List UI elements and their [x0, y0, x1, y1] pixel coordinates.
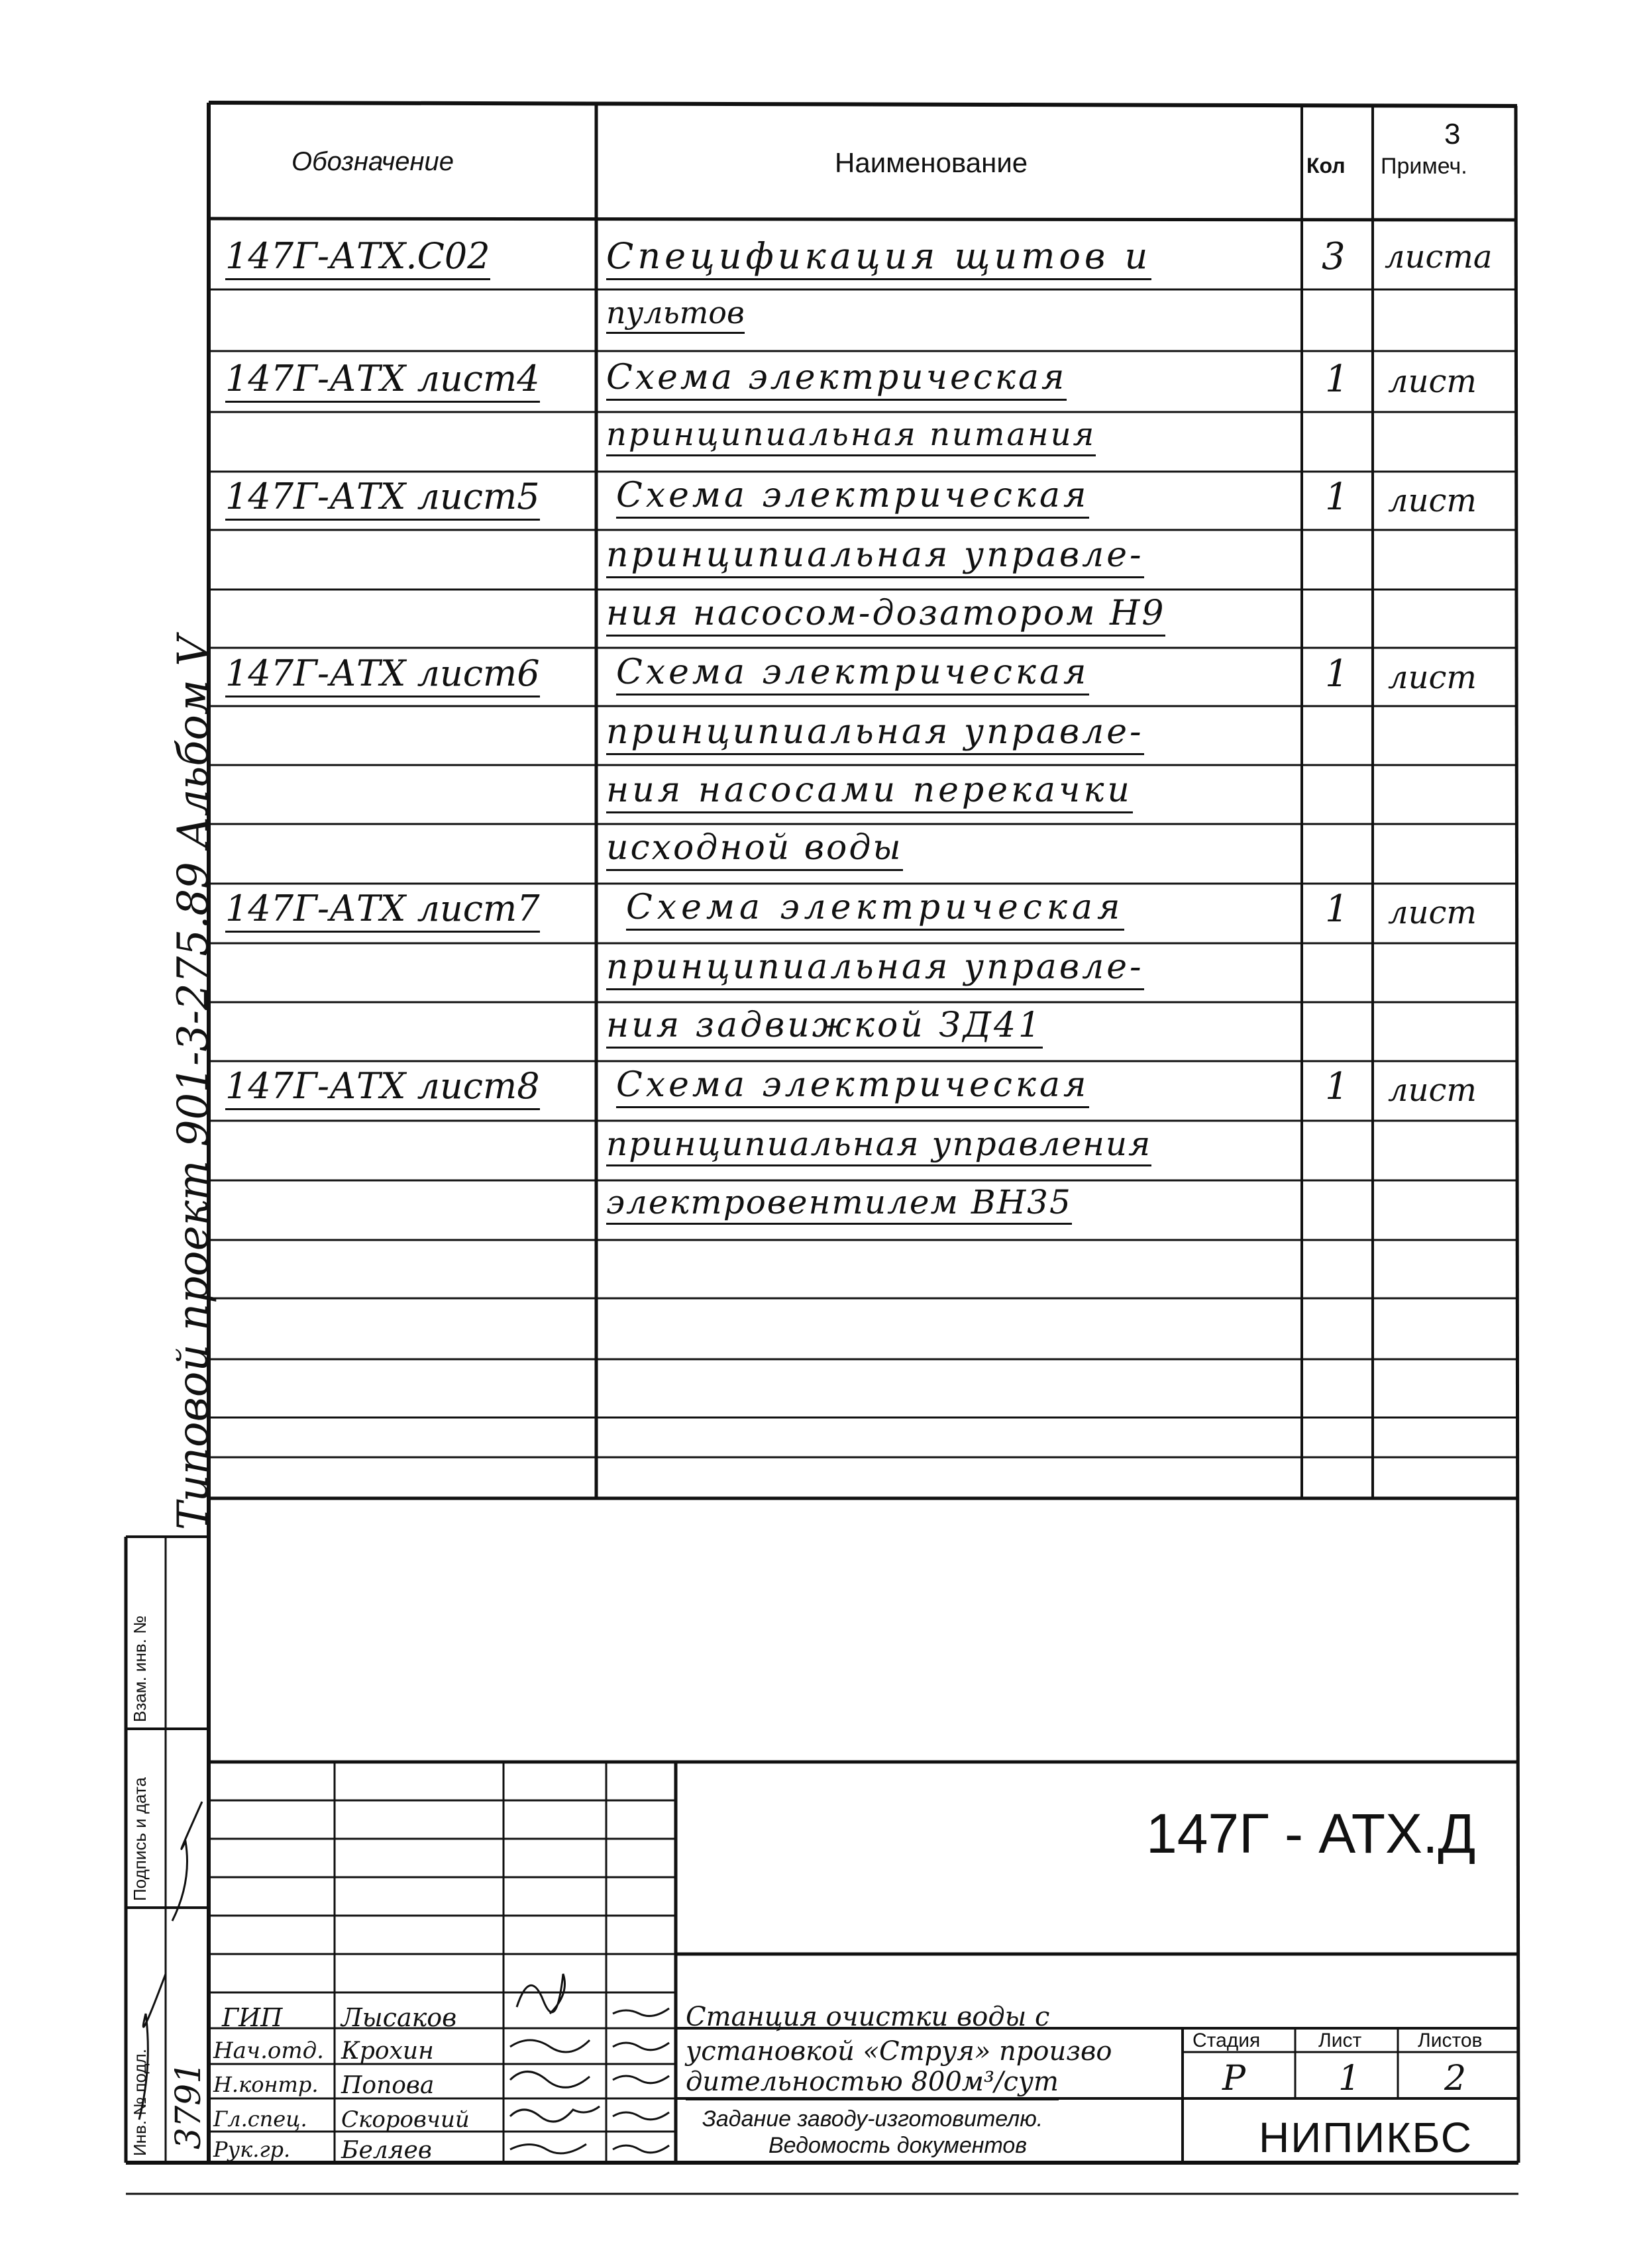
side-stamp-sign-date: Подпись и дата — [130, 1777, 150, 1901]
side-project-note: Типовой проект 901-3-275.89 Альбом V — [169, 635, 218, 1530]
project-title-line: установкой «Струя» произво — [686, 2036, 1112, 2067]
header-name: Наименование — [835, 147, 1028, 178]
row-qty: 1 — [1325, 476, 1349, 519]
signatures — [139, 1802, 669, 2153]
sheet-title-line: Ведомость документов — [768, 2133, 1028, 2158]
sheets-value: 2 — [1444, 2059, 1467, 2098]
staff-role: Рук.гр. — [213, 2137, 291, 2162]
row-name-line: Спецификация щитов и — [606, 235, 1151, 280]
sheets-label: Листов — [1418, 2030, 1483, 2051]
row-qty: 3 — [1322, 235, 1346, 278]
stage-value: Р — [1222, 2059, 1246, 2098]
staff-name: Беляев — [341, 2137, 432, 2164]
row-qty: 1 — [1325, 888, 1349, 931]
row-name-line: Схема электрическая — [616, 1065, 1089, 1108]
row-qty: 1 — [1325, 652, 1349, 696]
row-code: 147Г-АТХ лист6 — [225, 652, 540, 697]
row-note: листа — [1385, 238, 1493, 276]
row-code: 147Г-АТХ лист5 — [225, 476, 540, 521]
header-note: Примеч. — [1381, 154, 1467, 179]
row-code: 147Г-АТХ лист8 — [225, 1065, 540, 1110]
doc-code: 147Г - АТХ.Д — [1146, 1802, 1476, 1865]
sheet-label: Лист — [1318, 2030, 1362, 2051]
row-name-line: Схема электрическая — [616, 476, 1089, 519]
staff-role: ГИП — [222, 2003, 283, 2032]
row-qty: 1 — [1325, 358, 1349, 401]
project-title-line: дительностью 800м³/сут — [686, 2067, 1059, 2100]
header-qty: Кол — [1306, 154, 1346, 178]
row-name-line: ния насосами перекачки — [606, 770, 1133, 813]
row-name-line: Схема электрическая — [626, 888, 1124, 931]
row-name-line: принципиальная питания — [606, 416, 1096, 456]
row-note: лист — [1388, 363, 1477, 400]
header-designation: Обозначение — [292, 147, 454, 176]
row-name-line: принципиальная управле- — [606, 712, 1144, 755]
row-name-line: ния насосом-дозатором Н9 — [606, 593, 1165, 637]
stage-label: Стадия — [1192, 2030, 1261, 2051]
row-code: 147Г-АТХ.С02 — [225, 235, 490, 280]
staff-name: Лысаков — [341, 2003, 457, 2032]
row-note: лист — [1388, 894, 1477, 931]
sheet-number: 3 — [1444, 118, 1461, 150]
side-stamp-inv-orig: Инв. № подл. — [130, 2049, 150, 2156]
row-name-line: Схема электрическая — [606, 358, 1067, 401]
row-name-line: электровентилем ВН35 — [606, 1183, 1072, 1225]
staff-name: Скоровчий — [341, 2106, 470, 2133]
row-note: лист — [1388, 659, 1477, 696]
row-note: лист — [1388, 482, 1477, 519]
row-code: 147Г-АТХ лист7 — [225, 888, 540, 933]
row-name-line: исходной воды — [606, 828, 903, 871]
project-title-line: Станция очистки воды с — [686, 2002, 1050, 2032]
staff-role: Нач.отд. — [213, 2037, 324, 2064]
sheet-title-line: Задание заводу-изготовителю. — [702, 2106, 1043, 2132]
organization-name: НИПИКБС — [1259, 2114, 1473, 2161]
row-name-line: Схема электрическая — [616, 652, 1089, 696]
side-stamp-inv-replace: Взам. инв. № — [130, 1615, 150, 1722]
row-name-line: пультов — [606, 295, 745, 334]
row-name-line: принципиальная управле- — [606, 947, 1144, 990]
staff-role: Н.контр. — [213, 2072, 319, 2097]
staff-name: Крохин — [341, 2037, 434, 2065]
row-name-line: принципиальная управле- — [606, 535, 1144, 578]
staff-role: Гл.спец. — [213, 2106, 307, 2132]
staff-name: Попова — [341, 2072, 435, 2099]
row-code: 147Г-АТХ лист4 — [225, 358, 540, 403]
side-stamp-inv-value: 3791 — [169, 2061, 209, 2149]
sheet-value: 1 — [1338, 2059, 1361, 2098]
row-name-line: ния задвижкой ЗД41 — [606, 1005, 1043, 1049]
row-name-line: принципиальная управления — [606, 1125, 1151, 1166]
row-note: лист — [1388, 1072, 1477, 1109]
row-qty: 1 — [1325, 1065, 1349, 1108]
